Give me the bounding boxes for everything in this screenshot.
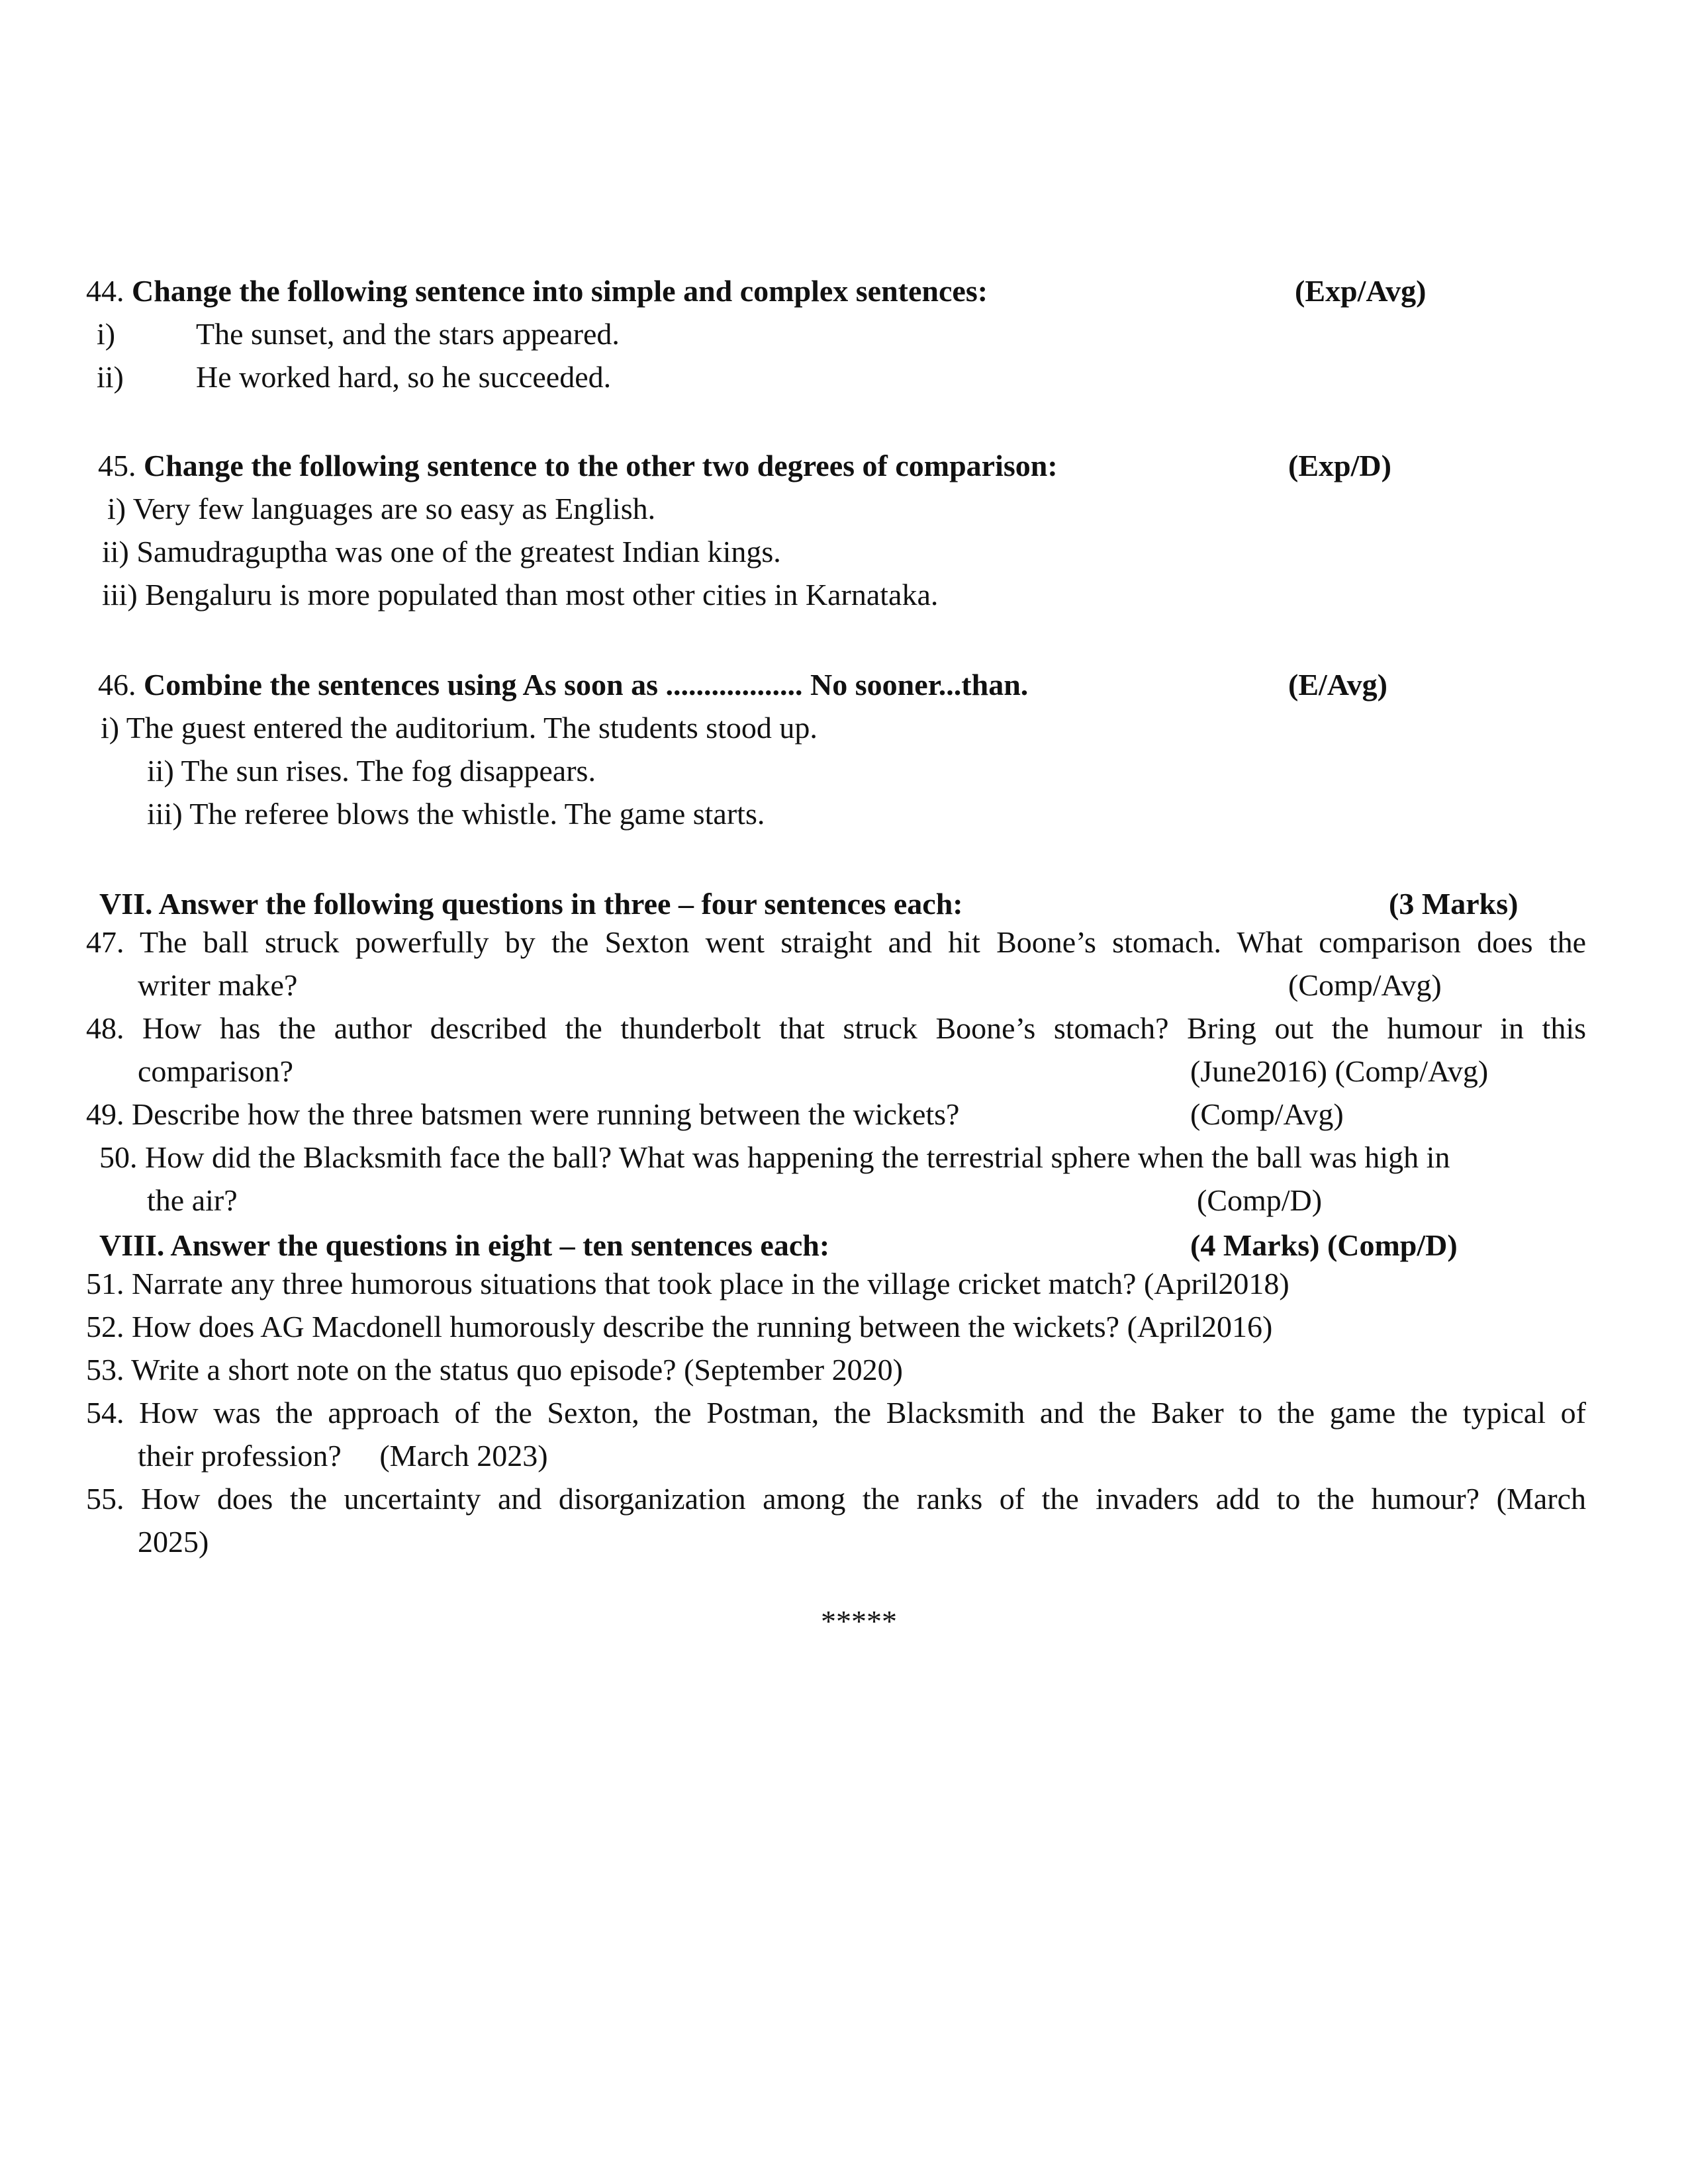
q46-number: 46.	[98, 668, 136, 702]
q45-heading	[98, 446, 1058, 486]
section-vii-title: VII. Answer the following questions in three – four sentences each:	[99, 887, 963, 921]
q45-item: iii) Bengaluru is more populated than most other cities in Karnataka.	[102, 578, 939, 612]
q55-line2: 2025)	[138, 1525, 209, 1559]
q44-number: 44.	[86, 274, 124, 308]
q48-tag: (June2016) (Comp/Avg)	[1190, 1054, 1489, 1088]
q45-tag: (Exp/D)	[1288, 449, 1391, 482]
q45-number: 45.	[98, 449, 136, 482]
q53-text: 53. Write a short note on the status quo episode? (September 2020)	[86, 1353, 903, 1387]
q54-line2: their profession? (March 2023)	[138, 1439, 548, 1473]
q47-tag: (Comp/Avg)	[1288, 968, 1442, 1002]
q44-title: Change the following sentence into simple and complex sentences:	[132, 274, 988, 308]
q49-tag: (Comp/Avg)	[1190, 1097, 1344, 1131]
q48-line2: comparison?	[138, 1054, 294, 1088]
q44-tag: (Exp/Avg)	[1295, 274, 1427, 308]
q45-item: ii) Samudraguptha was one of the greatest Indian kings.	[102, 535, 781, 569]
q54-line1: 54. How was the approach of the Sexton, the Postman, the Blacksmith and the Baker to the game the typical of	[86, 1396, 1586, 1430]
q47-line1: 47. The ball struck powerfully by the Sexton went straight and hit Boone’s stomach. What comparison does the	[86, 925, 1586, 959]
q46-item: iii) The referee blows the whistle. The game starts.	[147, 797, 765, 831]
q44-item-text: The sunset, and the stars appeared.	[196, 317, 620, 351]
q50-line1: 50. How did the Blacksmith face the ball? What was happening the terrestrial sphere when the ball was high in	[99, 1140, 1450, 1174]
q44-heading	[86, 271, 988, 311]
q47-line2: writer make?	[138, 968, 298, 1002]
q44-item-text: He worked hard, so he succeeded.	[196, 360, 612, 394]
q45-title: Change the following sentence to the other two degrees of comparison:	[144, 449, 1058, 482]
q46-tag: (E/Avg)	[1288, 668, 1387, 702]
q46-heading	[98, 665, 1028, 705]
q45-item: i) Very few languages are so easy as English.	[107, 492, 656, 525]
section-vii-marks: (3 Marks)	[1389, 887, 1519, 921]
section-viii-marks: (4 Marks) (Comp/D)	[1190, 1228, 1458, 1262]
q46-title: Combine the sentences using As soon as .................. No sooner...than.	[144, 668, 1029, 702]
section-viii-title: VIII. Answer the questions in eight – ten sentences each:	[99, 1228, 830, 1262]
q52-text: 52. How does AG Macdonell humorously describe the running between the wickets? (April2016)	[86, 1310, 1273, 1343]
q49-text: 49. Describe how the three batsmen were running between the wickets?	[86, 1097, 960, 1131]
q50-line2: the air?	[147, 1183, 238, 1217]
end-stars: *****	[821, 1604, 897, 1638]
q55-line1: 55. How does the uncertainty and disorganization among the ranks of the invaders add to the humour? (March	[86, 1482, 1586, 1516]
q46-item: ii) The sun rises. The fog disappears.	[147, 754, 596, 788]
q44-item-label: i)	[97, 317, 116, 351]
q44-item-label: ii)	[97, 360, 124, 394]
q46-item: i) The guest entered the auditorium. The students stood up.	[101, 711, 818, 745]
q51-text: 51. Narrate any three humorous situations that took place in the village cricket match? (April2018)	[86, 1267, 1289, 1300]
q50-tag: (Comp/D)	[1197, 1183, 1323, 1217]
q48-line1: 48. How has the author described the thunderbolt that struck Boone’s stomach? Bring out the humour in this	[86, 1011, 1586, 1045]
